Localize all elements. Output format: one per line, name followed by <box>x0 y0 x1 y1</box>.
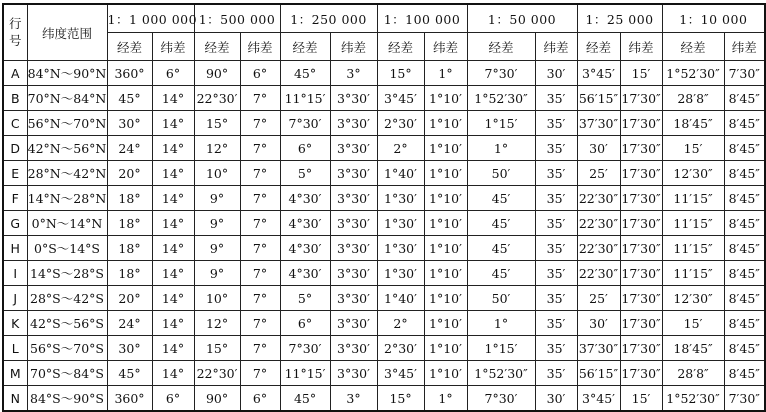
lat-diff-cell: 17′30″ <box>620 286 662 311</box>
latitude-range-cell: 42°N～56°N <box>27 136 107 161</box>
lat-diff-cell: 7° <box>240 286 280 311</box>
row-code-cell: N <box>3 386 27 412</box>
lon-diff-cell: 30° <box>107 336 152 361</box>
lon-diff-cell: 15′ <box>662 136 724 161</box>
lon-diff-cell: 25′ <box>577 286 620 311</box>
lat-diff-cell: 8′45″ <box>724 236 765 261</box>
map-sheet-scale-table <box>2 3 766 412</box>
row-code-cell: J <box>3 286 27 311</box>
lon-diff-cell: 1°30′ <box>377 261 424 286</box>
header-row-scales <box>3 4 765 33</box>
lon-diff-cell: 45° <box>107 86 152 111</box>
lat-diff-cell: 17′30″ <box>620 136 662 161</box>
table-row <box>3 286 765 311</box>
table-row <box>3 336 765 361</box>
latitude-range-cell: 14°S～28°S <box>27 261 107 286</box>
lat-diff-cell: 14° <box>152 286 194 311</box>
lat-diff-cell: 17′30″ <box>620 336 662 361</box>
lat-diff-cell: 35′ <box>535 286 577 311</box>
lon-diff-cell: 37′30″ <box>577 111 620 136</box>
lon-diff-cell: 11°15′ <box>280 361 330 386</box>
lon-diff-cell: 1°30′ <box>377 211 424 236</box>
row-code-cell: M <box>3 361 27 386</box>
lon-diff-cell: 20° <box>107 286 152 311</box>
lat-diff-cell: 6° <box>240 61 280 86</box>
lon-diff-cell: 22′30″ <box>577 236 620 261</box>
lon-diff-cell: 3°45′ <box>577 386 620 412</box>
lon-diff-cell: 10° <box>194 161 240 186</box>
row-code-cell: H <box>3 236 27 261</box>
lat-diff-cell: 14° <box>152 211 194 236</box>
lat-diff-cell: 3°30′ <box>330 236 377 261</box>
lon-diff-cell: 4°30′ <box>280 186 330 211</box>
latitude-range-cell: 28°N～42°N <box>27 161 107 186</box>
scale-header-1m: 1：1 000 000 <box>107 4 194 33</box>
lat-diff-cell: 35′ <box>535 311 577 336</box>
lon-diff-cell: 2° <box>377 136 424 161</box>
lon-diff-cell: 1°15′ <box>467 336 535 361</box>
lon-diff-cell: 45° <box>280 61 330 86</box>
lon-diff-cell: 22′30″ <box>577 186 620 211</box>
lon-diff-cell: 2°30′ <box>377 336 424 361</box>
lat-diff-header: 纬差 <box>424 33 467 61</box>
lon-diff-header: 经差 <box>377 33 424 61</box>
lat-diff-cell: 7° <box>240 336 280 361</box>
lon-diff-header: 经差 <box>662 33 724 61</box>
lon-diff-cell: 1° <box>467 311 535 336</box>
lon-diff-cell: 12° <box>194 136 240 161</box>
table-row <box>3 86 765 111</box>
lon-diff-cell: 56′15″ <box>577 361 620 386</box>
lon-diff-cell: 9° <box>194 236 240 261</box>
lon-diff-cell: 1°15′ <box>467 111 535 136</box>
lon-diff-cell: 22°30′ <box>194 361 240 386</box>
lat-diff-cell: 8′45″ <box>724 161 765 186</box>
lat-diff-cell: 3°30′ <box>330 211 377 236</box>
lat-diff-cell: 1°10′ <box>424 211 467 236</box>
lon-diff-cell: 11′15″ <box>662 261 724 286</box>
latitude-range-cell: 42°S～56°S <box>27 311 107 336</box>
table-row <box>3 111 765 136</box>
lon-diff-cell: 12′30″ <box>662 161 724 186</box>
lat-diff-cell: 17′30″ <box>620 311 662 336</box>
lon-diff-cell: 15° <box>377 386 424 412</box>
lon-diff-cell: 1°52′30″ <box>662 61 724 86</box>
lat-diff-cell: 14° <box>152 186 194 211</box>
lat-diff-cell: 7° <box>240 361 280 386</box>
lat-diff-cell: 7° <box>240 161 280 186</box>
lat-diff-cell: 1°10′ <box>424 186 467 211</box>
latitude-range-header: 纬度范围 <box>27 4 107 61</box>
lat-diff-cell: 7° <box>240 311 280 336</box>
lon-diff-cell: 30′ <box>577 311 620 336</box>
lon-diff-cell: 5° <box>280 161 330 186</box>
lon-diff-header: 经差 <box>107 33 152 61</box>
lat-diff-cell: 3° <box>330 386 377 412</box>
lat-diff-cell: 8′45″ <box>724 136 765 161</box>
lat-diff-cell: 3°30′ <box>330 161 377 186</box>
latitude-range-cell: 70°S～84°S <box>27 361 107 386</box>
lat-diff-cell: 1°10′ <box>424 361 467 386</box>
lat-diff-cell: 8′45″ <box>724 111 765 136</box>
lat-diff-cell: 7° <box>240 236 280 261</box>
row-code-cell: C <box>3 111 27 136</box>
lon-diff-cell: 6° <box>280 311 330 336</box>
lat-diff-cell: 1°10′ <box>424 136 467 161</box>
lon-diff-cell: 1°52′30″ <box>662 386 724 412</box>
lon-diff-cell: 3°45′ <box>377 361 424 386</box>
lat-diff-cell: 1°10′ <box>424 336 467 361</box>
row-code-cell: L <box>3 336 27 361</box>
lat-diff-cell: 8′45″ <box>724 186 765 211</box>
lat-diff-cell: 1°10′ <box>424 161 467 186</box>
lat-diff-cell: 7′30″ <box>724 61 765 86</box>
lat-diff-cell: 35′ <box>535 211 577 236</box>
lat-diff-cell: 14° <box>152 261 194 286</box>
lat-diff-header: 纬差 <box>240 33 280 61</box>
lat-diff-cell: 3° <box>330 61 377 86</box>
lat-diff-cell: 30′ <box>535 386 577 412</box>
lon-diff-cell: 6° <box>280 136 330 161</box>
lat-diff-cell: 6° <box>152 61 194 86</box>
lon-diff-cell: 9° <box>194 186 240 211</box>
lon-diff-cell: 20° <box>107 161 152 186</box>
lon-diff-cell: 360° <box>107 61 152 86</box>
lat-diff-cell: 17′30″ <box>620 186 662 211</box>
lon-diff-cell: 45′ <box>467 186 535 211</box>
lon-diff-cell: 1°52′30″ <box>467 361 535 386</box>
lon-diff-cell: 28′8″ <box>662 361 724 386</box>
lat-diff-cell: 35′ <box>535 111 577 136</box>
lon-diff-cell: 90° <box>194 386 240 412</box>
lon-diff-cell: 2° <box>377 311 424 336</box>
lon-diff-cell: 28′8″ <box>662 86 724 111</box>
lat-diff-cell: 17′30″ <box>620 86 662 111</box>
lat-diff-cell: 3°30′ <box>330 286 377 311</box>
lat-diff-cell: 7° <box>240 136 280 161</box>
lat-diff-cell: 15′ <box>620 61 662 86</box>
lon-diff-cell: 45′ <box>467 211 535 236</box>
lon-diff-cell: 9° <box>194 261 240 286</box>
lon-diff-cell: 10° <box>194 286 240 311</box>
lon-diff-header: 经差 <box>280 33 330 61</box>
lon-diff-cell: 7°30′ <box>280 336 330 361</box>
lon-diff-cell: 7°30′ <box>467 386 535 412</box>
lon-diff-cell: 18° <box>107 211 152 236</box>
lat-diff-cell: 1°10′ <box>424 236 467 261</box>
latitude-range-cell: 56°N～70°N <box>27 111 107 136</box>
lon-diff-cell: 4°30′ <box>280 261 330 286</box>
table-row <box>3 136 765 161</box>
lat-diff-cell: 35′ <box>535 261 577 286</box>
lat-diff-cell: 1°10′ <box>424 311 467 336</box>
lon-diff-cell: 45° <box>107 361 152 386</box>
lat-diff-cell: 3°30′ <box>330 111 377 136</box>
lat-diff-cell: 17′30″ <box>620 236 662 261</box>
lat-diff-cell: 35′ <box>535 186 577 211</box>
lon-diff-cell: 22′30″ <box>577 211 620 236</box>
latitude-range-cell: 14°N～28°N <box>27 186 107 211</box>
lat-diff-cell: 6° <box>152 386 194 412</box>
lon-diff-cell: 1°40′ <box>377 161 424 186</box>
latitude-range-cell: 70°N～84°N <box>27 86 107 111</box>
lat-diff-cell: 3°30′ <box>330 86 377 111</box>
lon-diff-cell: 15° <box>377 61 424 86</box>
header-row-subcolumns <box>3 33 765 61</box>
lon-diff-cell: 18′45″ <box>662 336 724 361</box>
lon-diff-cell: 1°30′ <box>377 236 424 261</box>
lon-diff-cell: 37′30″ <box>577 336 620 361</box>
lat-diff-cell: 7° <box>240 261 280 286</box>
table-body <box>3 61 765 412</box>
lat-diff-cell: 14° <box>152 111 194 136</box>
lat-diff-cell: 17′30″ <box>620 361 662 386</box>
lat-diff-header: 纬差 <box>620 33 662 61</box>
lat-diff-cell: 8′45″ <box>724 336 765 361</box>
table-row <box>3 161 765 186</box>
lon-diff-cell: 15° <box>194 111 240 136</box>
lat-diff-cell: 8′45″ <box>724 361 765 386</box>
lat-diff-cell: 8′45″ <box>724 211 765 236</box>
lat-diff-cell: 1° <box>424 61 467 86</box>
row-code-cell: I <box>3 261 27 286</box>
lon-diff-cell: 11′15″ <box>662 186 724 211</box>
lat-diff-cell: 17′30″ <box>620 161 662 186</box>
lat-diff-cell: 3°30′ <box>330 186 377 211</box>
lat-diff-cell: 8′45″ <box>724 261 765 286</box>
lon-diff-cell: 15′ <box>662 311 724 336</box>
lat-diff-cell: 35′ <box>535 336 577 361</box>
lat-diff-cell: 30′ <box>535 61 577 86</box>
latitude-range-cell: 84°S～90°S <box>27 386 107 412</box>
lat-diff-cell: 7° <box>240 186 280 211</box>
lon-diff-cell: 4°30′ <box>280 236 330 261</box>
row-code-cell: D <box>3 136 27 161</box>
lon-diff-cell: 2°30′ <box>377 111 424 136</box>
lon-diff-cell: 3°45′ <box>577 61 620 86</box>
lon-diff-cell: 24° <box>107 311 152 336</box>
lon-diff-cell: 3°45′ <box>377 86 424 111</box>
lon-diff-cell: 45′ <box>467 236 535 261</box>
lon-diff-cell: 56′15″ <box>577 86 620 111</box>
row-code-cell: K <box>3 311 27 336</box>
lon-diff-cell: 30° <box>107 111 152 136</box>
lat-diff-cell: 7° <box>240 111 280 136</box>
lon-diff-cell: 15° <box>194 336 240 361</box>
lon-diff-cell: 45° <box>280 386 330 412</box>
lat-diff-cell: 14° <box>152 136 194 161</box>
lon-diff-cell: 12′30″ <box>662 286 724 311</box>
lon-diff-cell: 7°30′ <box>467 61 535 86</box>
lon-diff-header: 经差 <box>194 33 240 61</box>
scale-header-10k: 1：10 000 <box>662 4 765 33</box>
lat-diff-cell: 14° <box>152 236 194 261</box>
row-code-cell: E <box>3 161 27 186</box>
lat-diff-header: 纬差 <box>535 33 577 61</box>
table-row <box>3 211 765 236</box>
lon-diff-cell: 12° <box>194 311 240 336</box>
lon-diff-cell: 45′ <box>467 261 535 286</box>
lat-diff-cell: 3°30′ <box>330 311 377 336</box>
table-row <box>3 61 765 86</box>
lon-diff-cell: 18′45″ <box>662 111 724 136</box>
row-code-cell: B <box>3 86 27 111</box>
lon-diff-cell: 1°30′ <box>377 186 424 211</box>
scale-header-100k: 1：100 000 <box>377 4 467 33</box>
lon-diff-cell: 18° <box>107 261 152 286</box>
lat-diff-cell: 1°10′ <box>424 261 467 286</box>
lon-diff-cell: 11′15″ <box>662 236 724 261</box>
scale-header-50k: 1：50 000 <box>467 4 577 33</box>
lon-diff-cell: 30′ <box>577 136 620 161</box>
table-row <box>3 186 765 211</box>
lat-diff-cell: 35′ <box>535 361 577 386</box>
lat-diff-cell: 14° <box>152 361 194 386</box>
lat-diff-cell: 3°30′ <box>330 361 377 386</box>
lon-diff-cell: 24° <box>107 136 152 161</box>
lon-diff-header: 经差 <box>467 33 535 61</box>
lon-diff-cell: 4°30′ <box>280 211 330 236</box>
lat-diff-cell: 17′30″ <box>620 261 662 286</box>
lon-diff-cell: 11′15″ <box>662 211 724 236</box>
row-code-header-text: 行号 <box>8 15 22 48</box>
lat-diff-header: 纬差 <box>152 33 194 61</box>
table-row <box>3 386 765 412</box>
row-code-cell: A <box>3 61 27 86</box>
lat-diff-cell: 35′ <box>535 86 577 111</box>
lat-diff-cell: 17′30″ <box>620 211 662 236</box>
lat-diff-cell: 14° <box>152 336 194 361</box>
lat-diff-cell: 15′ <box>620 386 662 412</box>
table-row <box>3 311 765 336</box>
lon-diff-cell: 25′ <box>577 161 620 186</box>
latitude-range-cell: 28°S～42°S <box>27 286 107 311</box>
lat-diff-cell: 35′ <box>535 236 577 261</box>
lat-diff-header: 纬差 <box>330 33 377 61</box>
lat-diff-cell: 8′45″ <box>724 311 765 336</box>
scale-header-250k: 1：250 000 <box>280 4 377 33</box>
lon-diff-cell: 50′ <box>467 286 535 311</box>
lon-diff-cell: 22°30′ <box>194 86 240 111</box>
lon-diff-cell: 11°15′ <box>280 86 330 111</box>
lat-diff-cell: 6° <box>240 386 280 412</box>
lon-diff-cell: 90° <box>194 61 240 86</box>
lat-diff-cell: 8′45″ <box>724 286 765 311</box>
latitude-range-cell: 0°S～14°S <box>27 236 107 261</box>
lat-diff-header: 纬差 <box>724 33 765 61</box>
row-code-cell: F <box>3 186 27 211</box>
latitude-range-cell: 84°N～90°N <box>27 61 107 86</box>
lat-diff-cell: 3°30′ <box>330 336 377 361</box>
lon-diff-cell: 9° <box>194 211 240 236</box>
table-row <box>3 261 765 286</box>
scale-header-25k: 1：25 000 <box>577 4 662 33</box>
lat-diff-cell: 3°30′ <box>330 136 377 161</box>
row-code-header <box>3 4 27 61</box>
lon-diff-cell: 1° <box>467 136 535 161</box>
lat-diff-cell: 7° <box>240 86 280 111</box>
lat-diff-cell: 7° <box>240 211 280 236</box>
table-row <box>3 361 765 386</box>
lat-diff-cell: 14° <box>152 161 194 186</box>
lat-diff-cell: 35′ <box>535 136 577 161</box>
lon-diff-cell: 7°30′ <box>280 111 330 136</box>
scale-header-500k: 1：500 000 <box>194 4 280 33</box>
lon-diff-cell: 18° <box>107 186 152 211</box>
lon-diff-header: 经差 <box>577 33 620 61</box>
lat-diff-cell: 1°10′ <box>424 286 467 311</box>
lat-diff-cell: 8′45″ <box>724 86 765 111</box>
latitude-range-cell: 0°N～14°N <box>27 211 107 236</box>
lon-diff-cell: 1°40′ <box>377 286 424 311</box>
lon-diff-cell: 18° <box>107 236 152 261</box>
lat-diff-cell: 3°30′ <box>330 261 377 286</box>
lat-diff-cell: 1° <box>424 386 467 412</box>
table-row <box>3 236 765 261</box>
lon-diff-cell: 360° <box>107 386 152 412</box>
row-code-cell: G <box>3 211 27 236</box>
lat-diff-cell: 14° <box>152 86 194 111</box>
latitude-range-cell: 56°S～70°S <box>27 336 107 361</box>
lat-diff-cell: 35′ <box>535 161 577 186</box>
lon-diff-cell: 22′30″ <box>577 261 620 286</box>
lat-diff-cell: 7′30″ <box>724 386 765 412</box>
lat-diff-cell: 1°10′ <box>424 86 467 111</box>
lat-diff-cell: 17′30″ <box>620 111 662 136</box>
lon-diff-cell: 50′ <box>467 161 535 186</box>
lat-diff-cell: 1°10′ <box>424 111 467 136</box>
lon-diff-cell: 1°52′30″ <box>467 86 535 111</box>
lat-diff-cell: 14° <box>152 311 194 336</box>
lon-diff-cell: 5° <box>280 286 330 311</box>
